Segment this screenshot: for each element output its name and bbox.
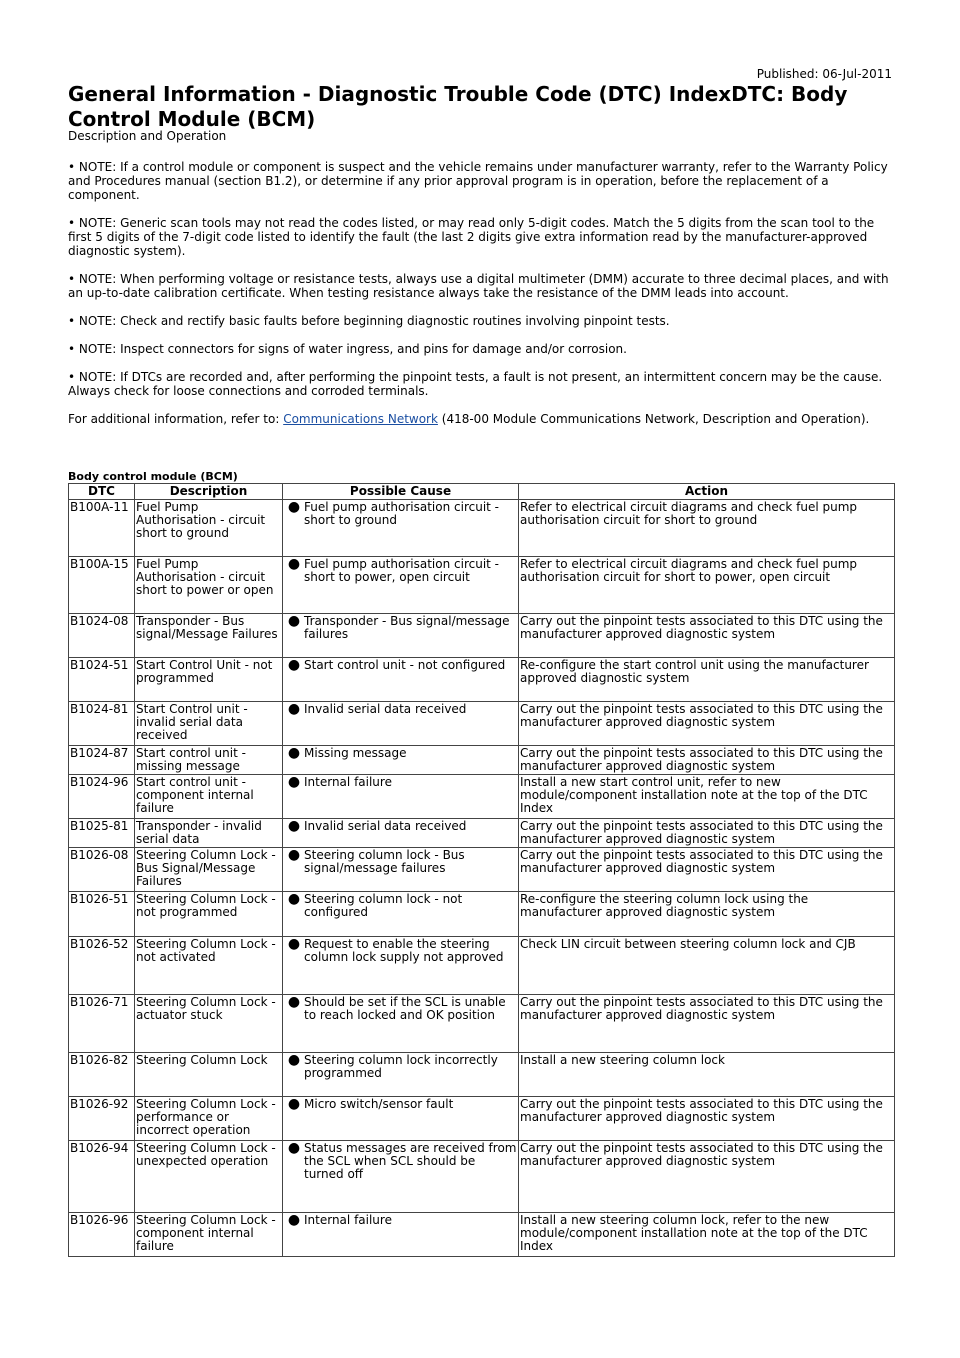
dtc-code: B1026-82 xyxy=(69,1053,135,1097)
dtc-description: Start control unit - missing message xyxy=(135,746,283,775)
dtc-action: Install a new start control unit, refer to new module/component installation note at the top of the DTC Index xyxy=(519,775,895,819)
table-row xyxy=(69,557,895,614)
table-row xyxy=(69,1213,895,1257)
dtc-action: Re-configure the start control unit using the manufacturer approved diagnostic system xyxy=(519,658,895,702)
dtc-action: Install a new steering column lock, refer to the new module/component installation note at the top of the DTC Index xyxy=(519,1213,895,1257)
possible-cause-cell xyxy=(283,1097,519,1141)
possible-cause-cell xyxy=(283,937,519,995)
page-subtitle: Description and Operation xyxy=(68,129,227,143)
possible-cause-cell xyxy=(283,775,519,819)
bullet-icon: ● xyxy=(287,818,301,834)
header-possible-cause: Possible Cause xyxy=(283,484,519,500)
dtc-code: B1024-08 xyxy=(69,614,135,658)
possible-cause-cell xyxy=(283,995,519,1053)
dtc-code: B1024-81 xyxy=(69,702,135,746)
possible-cause-cell xyxy=(283,614,519,658)
possible-cause-cell xyxy=(283,658,519,702)
bullet-icon: ● xyxy=(287,701,301,717)
bullet-icon: ● xyxy=(287,936,301,952)
published-date: Published: 06-Jul-2011 xyxy=(756,67,892,81)
possible-cause-cell xyxy=(283,746,519,775)
dtc-description: Steering Column Lock - actuator stuck xyxy=(135,995,283,1053)
dtc-code: B1024-87 xyxy=(69,746,135,775)
bullet-icon: ● xyxy=(287,891,301,907)
reference-paragraph xyxy=(68,412,894,426)
dtc-action: Carry out the pinpoint tests associated to this DTC using the manufacturer approved diagnostic system xyxy=(519,995,895,1053)
communications-network-link[interactable]: Communications Network xyxy=(283,412,438,426)
bullet-icon: ● xyxy=(287,1140,301,1156)
note-intermittent: • NOTE: If DTCs are recorded and, after performing the pinpoint tests, a fault is not present, an intermittent concern may be the cause. Always check for loose connections and corroded terminals. xyxy=(68,370,883,398)
dtc-description: Steering Column Lock xyxy=(135,1053,283,1097)
dtc-description: Steering Column Lock - component internal failure xyxy=(135,1213,283,1257)
dtc-description: Steering Column Lock - not activated xyxy=(135,937,283,995)
dtc-action: Refer to electrical circuit diagrams and check fuel pump authorisation circuit for short to power, open circuit xyxy=(519,557,895,614)
dtc-description: Steering Column Lock - not programmed xyxy=(135,892,283,937)
possible-cause: Status messages are received from the SCL when SCL should be turned off xyxy=(304,1141,517,1181)
dtc-code: B1026-94 xyxy=(69,1141,135,1213)
bullet-icon: ● xyxy=(287,499,301,515)
possible-cause-cell xyxy=(283,819,519,848)
note-dmm: • NOTE: When performing voltage or resistance tests, always use a digital multimeter (DMM) accurate to three decimal places, and with an up-to-date calibration certificate. When testing resistance always take the resistance of the DMM leads into account. xyxy=(68,272,889,300)
bullet-icon: ● xyxy=(287,994,301,1010)
note-connectors: • NOTE: Inspect connectors for signs of water ingress, and pins for damage and/or corrosion. xyxy=(68,342,627,356)
possible-cause: Steering column lock incorrectly programmed xyxy=(304,1053,498,1080)
bullet-icon: ● xyxy=(287,774,301,790)
header-dtc: DTC xyxy=(69,484,135,500)
dtc-action: Install a new steering column lock xyxy=(519,1053,895,1097)
dtc-code: B100A-11 xyxy=(69,500,135,557)
possible-cause-cell xyxy=(283,1141,519,1213)
dtc-description: Start control unit - component internal failure xyxy=(135,775,283,819)
table-row xyxy=(69,1053,895,1097)
dtc-action: Carry out the pinpoint tests associated to this DTC using the manufacturer approved diagnostic system xyxy=(519,1097,895,1141)
possible-cause-cell xyxy=(283,1053,519,1097)
dtc-description: Fuel Pump Authorisation - circuit short to power or open xyxy=(135,557,283,614)
dtc-description: Transponder - invalid serial data xyxy=(135,819,283,848)
table-row xyxy=(69,819,895,848)
table-row xyxy=(69,746,895,775)
dtc-action: Check LIN circuit between steering column lock and CJB xyxy=(519,937,895,995)
possible-cause: Invalid serial data received xyxy=(304,819,467,833)
dtc-description: Steering Column Lock - unexpected operation xyxy=(135,1141,283,1213)
possible-cause-cell xyxy=(283,1213,519,1257)
table-header-row xyxy=(69,484,895,500)
bullet-icon: ● xyxy=(287,1052,301,1068)
dtc-description: Start Control Unit - not programmed xyxy=(135,658,283,702)
possible-cause: Invalid serial data received xyxy=(304,702,467,716)
bullet-icon: ● xyxy=(287,613,301,629)
possible-cause: Internal failure xyxy=(304,1213,392,1227)
note-scan-tools: • NOTE: Generic scan tools may not read the codes listed, or may read only 5-digit codes. Match the 5 digits from the scan tool to the first 5 digits of the 7-digit code listed to identify the fault (the last 2 digits give extra information read by the manufacturer-approved diagnostic system). xyxy=(68,216,875,258)
header-action: Action xyxy=(519,484,895,500)
possible-cause: Fuel pump authorisation circuit - short to ground xyxy=(304,500,499,527)
dtc-action: Carry out the pinpoint tests associated to this DTC using the manufacturer approved diagnostic system xyxy=(519,1141,895,1213)
dtc-action: Refer to electrical circuit diagrams and check fuel pump authorisation circuit for short to ground xyxy=(519,500,895,557)
possible-cause: Start control unit - not configured xyxy=(304,658,506,672)
dtc-code: B1026-92 xyxy=(69,1097,135,1141)
table-row xyxy=(69,937,895,995)
dtc-action: Carry out the pinpoint tests associated to this DTC using the manufacturer approved diagnostic system xyxy=(519,819,895,848)
reference-suffix: (418-00 Module Communications Network, Description and Operation). xyxy=(437,412,870,426)
bullet-icon: ● xyxy=(287,556,301,572)
notes-section xyxy=(68,160,894,440)
possible-cause: Should be set if the SCL is unable to reach locked and OK position xyxy=(304,995,506,1022)
dtc-code: B1026-51 xyxy=(69,892,135,937)
bullet-icon: ● xyxy=(287,1096,301,1112)
bullet-icon: ● xyxy=(287,1212,301,1228)
dtc-action: Carry out the pinpoint tests associated to this DTC using the manufacturer approved diagnostic system xyxy=(519,746,895,775)
dtc-code: B1026-96 xyxy=(69,1213,135,1257)
possible-cause: Missing message xyxy=(304,746,407,760)
dtc-code: B1025-81 xyxy=(69,819,135,848)
dtc-code: B1024-51 xyxy=(69,658,135,702)
possible-cause-cell xyxy=(283,557,519,614)
dtc-description: Steering Column Lock - performance or incorrect operation xyxy=(135,1097,283,1141)
dtc-description: Start Control unit - invalid serial data received xyxy=(135,702,283,746)
table-row xyxy=(69,1097,895,1141)
possible-cause: Steering column lock - Bus signal/message failures xyxy=(304,848,465,875)
table-row xyxy=(69,658,895,702)
page-title: General Information - Diagnostic Trouble Code (DTC) IndexDTC: Body Control Module (BCM) xyxy=(68,82,848,131)
header-description: Description xyxy=(135,484,283,500)
reference-prefix: For additional information, refer to: xyxy=(68,412,284,426)
dtc-action: Carry out the pinpoint tests associated to this DTC using the manufacturer approved diagnostic system xyxy=(519,702,895,746)
dtc-description: Fuel Pump Authorisation - circuit short to ground xyxy=(135,500,283,557)
dtc-code: B100A-15 xyxy=(69,557,135,614)
table-row xyxy=(69,995,895,1053)
possible-cause: Micro switch/sensor fault xyxy=(304,1097,454,1111)
dtc-description: Transponder - Bus signal/Message Failures xyxy=(135,614,283,658)
table-row xyxy=(69,1141,895,1213)
bullet-icon: ● xyxy=(287,657,301,673)
dtc-code: B1026-08 xyxy=(69,848,135,892)
possible-cause: Transponder - Bus signal/message failures xyxy=(304,614,510,641)
bullet-icon: ● xyxy=(287,745,301,761)
note-basic-faults: • NOTE: Check and rectify basic faults before beginning diagnostic routines involving pinpoint tests. xyxy=(68,314,670,328)
table-row xyxy=(69,848,895,892)
possible-cause: Request to enable the steering column lock supply not approved xyxy=(304,937,504,964)
dtc-code: B1026-52 xyxy=(69,937,135,995)
dtc-action: Carry out the pinpoint tests associated to this DTC using the manufacturer approved diagnostic system xyxy=(519,848,895,892)
possible-cause-cell xyxy=(283,500,519,557)
dtc-description: Steering Column Lock - Bus Signal/Message Failures xyxy=(135,848,283,892)
possible-cause: Internal failure xyxy=(304,775,392,789)
table-caption: Body control module (BCM) xyxy=(68,470,238,483)
possible-cause-cell xyxy=(283,892,519,937)
possible-cause: Fuel pump authorisation circuit - short to power, open circuit xyxy=(304,557,499,584)
note-warranty: • NOTE: If a control module or component is suspect and the vehicle remains under manufacturer warranty, refer to the Warranty Policy and Procedures manual (section B1.2), or determine if any prior approval program is in operation, before the replacement of a component. xyxy=(68,160,888,202)
possible-cause-cell xyxy=(283,848,519,892)
dtc-code: B1026-71 xyxy=(69,995,135,1053)
dtc-table xyxy=(68,483,895,1257)
table-row xyxy=(69,702,895,746)
table-row xyxy=(69,500,895,557)
table-row xyxy=(69,775,895,819)
bullet-icon: ● xyxy=(287,847,301,863)
dtc-action: Re-configure the steering column lock using the manufacturer approved diagnostic system xyxy=(519,892,895,937)
table-row xyxy=(69,614,895,658)
dtc-code: B1024-96 xyxy=(69,775,135,819)
table-row xyxy=(69,892,895,937)
dtc-action: Carry out the pinpoint tests associated to this DTC using the manufacturer approved diagnostic system xyxy=(519,614,895,658)
possible-cause-cell xyxy=(283,702,519,746)
possible-cause: Steering column lock - not configured xyxy=(304,892,463,919)
